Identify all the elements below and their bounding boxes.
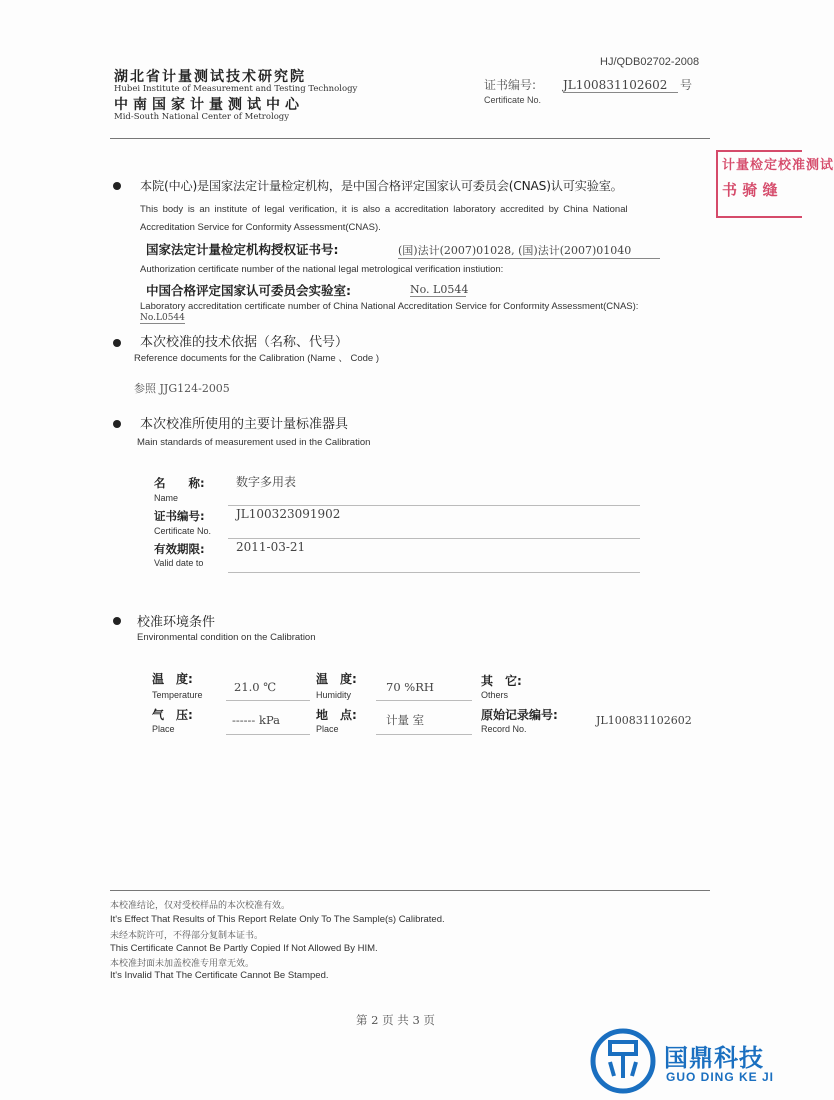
header-divider	[110, 138, 710, 139]
brand-logo	[590, 1028, 656, 1094]
pressure-label-en: Place	[152, 724, 175, 734]
authorization-label: 国家法定计量检定机构授权证书号:	[146, 242, 339, 257]
place-label-en: Place	[316, 724, 339, 734]
form-code: HJ/QDB02702-2008	[600, 56, 700, 68]
standard-name-label-en: Name	[154, 493, 179, 503]
bullet	[113, 420, 121, 428]
section4-title-en: Environmental condition on the Calibration	[137, 632, 316, 643]
record-number-label-en: Record No.	[481, 724, 527, 734]
others-label-en: Others	[481, 690, 509, 700]
standard-valid-value: 2011-03-21	[236, 540, 306, 554]
humidity-value: 70 %RH	[386, 680, 434, 694]
certificate-suffix: 号	[680, 78, 693, 92]
standard-valid-label: 有效期限:	[154, 542, 205, 556]
footer-note-cn-1: 本校准结论，仅对受校样品的本次校准有效。	[110, 901, 291, 911]
reference-document: 参照 JJG124-2005	[134, 382, 230, 395]
standard-name-line	[228, 505, 640, 506]
brand-name-cn: 国鼎科技	[664, 1044, 764, 1072]
humidity-label: 温 度:	[316, 672, 357, 686]
section3-title-en: Main standards of measurement used in the Calibration	[137, 437, 371, 448]
humidity-line	[376, 700, 472, 701]
temperature-label-en: Temperature	[152, 690, 203, 700]
record-number-value: JL100831102602	[596, 714, 692, 727]
section1-statement-cn: 本院(中心)是国家法定计量检定机构，是中国合格评定国家认可委员会(CNAS)认可实验室。	[140, 179, 623, 193]
org-name-en-1: Hubei Institute of Measurement and Testing Technology	[114, 84, 358, 94]
standard-valid-line	[228, 572, 640, 573]
certificate-label-cn: 证书编号:	[484, 78, 537, 92]
org-name-cn-1: 湖北省计量测试技术研究院	[114, 69, 306, 85]
org-name-cn-2: 中南国家计量测试中心	[114, 97, 304, 113]
authorization-number: (国)法计(2007)01028, (国)法计(2007)01040	[398, 242, 660, 259]
place-label: 地 点:	[316, 708, 357, 722]
section3-title-cn: 本次校准所使用的主要计量标准器具	[140, 417, 349, 432]
footer-note-en-1: It's Effect That Results of This Report Relate Only To The Sample(s) Calibrated.	[110, 914, 445, 925]
footer-note-en-2: This Certificate Cannot Be Partly Copied If Not Allowed By HIM.	[110, 943, 378, 954]
standard-name-value: 数字多用表	[236, 475, 297, 489]
footer-note-en-3: It's Invalid That The Certificate Cannot Be Stamped.	[110, 970, 329, 981]
lab-accreditation-number: No. L0544	[410, 283, 469, 296]
others-label: 其 它:	[481, 674, 522, 688]
bullet	[113, 182, 121, 190]
lab-accreditation-label: 中国合格评定国家认可委员会实验室:	[146, 283, 351, 298]
temperature-line	[226, 700, 310, 701]
temperature-value: 21.0 ℃	[234, 680, 277, 694]
section1-statement-en-2: Accreditation Service for Conformity Assessment(CNAS).	[140, 222, 381, 233]
footer-note-cn-3: 本校准封面未加盖校准专用章无效。	[110, 959, 255, 969]
org-name-en-2: Mid-South National Center of Metrology	[114, 112, 290, 122]
standard-cert-label: 证书编号:	[154, 509, 205, 523]
standard-cert-value: JL100323091902	[236, 507, 341, 521]
brand-logo-icon	[590, 1028, 656, 1094]
temperature-label: 温 度:	[152, 672, 193, 686]
authorization-label-en: Authorization certificate number of the national legal metrological verification instiution:	[140, 264, 504, 275]
certificate-label-en: Certificate No.	[484, 95, 542, 105]
record-number-label: 原始记录编号:	[481, 708, 558, 722]
lab-accreditation-label-en: Laboratory accreditation certificate number of China National Accreditation Service for Conformity Assessment(CNAS):	[140, 301, 639, 312]
bullet	[113, 339, 121, 347]
pressure-line	[226, 734, 310, 735]
pressure-label: 气 压:	[152, 708, 193, 722]
standard-cert-label-en: Certificate No.	[154, 526, 212, 536]
section1-statement-en-1: This body is an institute of legal verification, it is also a accreditation laboratory accredited by China National	[140, 204, 628, 215]
lab-accreditation-number-en: No.L0544	[140, 313, 185, 323]
section4-title-cn: 校准环境条件	[137, 615, 216, 630]
standard-name-label: 名 称:	[154, 476, 205, 490]
section2-title-en: Reference documents for the Calibration (Name 、 Code )	[134, 353, 380, 364]
bullet	[113, 617, 121, 625]
brand-name-en: GUO DING KE JI	[666, 1070, 775, 1084]
seal-stamp: 计量检定校准测试 书 骑 缝	[716, 150, 802, 218]
certificate-number: JL100831102602	[563, 78, 678, 93]
place-value: 计量 室	[386, 713, 425, 727]
footer-note-cn-2: 未经本院许可，不得部分复制本证书。	[110, 931, 264, 941]
section2-title-cn: 本次校准的技术依据（名称、代号）	[140, 335, 349, 350]
place-line	[376, 734, 472, 735]
standard-valid-label-en: Valid date to	[154, 558, 204, 568]
humidity-label-en: Humidity	[316, 690, 352, 700]
page-number: 第 2 页 共 3 页	[356, 1013, 435, 1027]
footer-divider	[110, 890, 710, 891]
pressure-value: ------ kPa	[232, 713, 281, 727]
standard-cert-line	[228, 538, 640, 539]
